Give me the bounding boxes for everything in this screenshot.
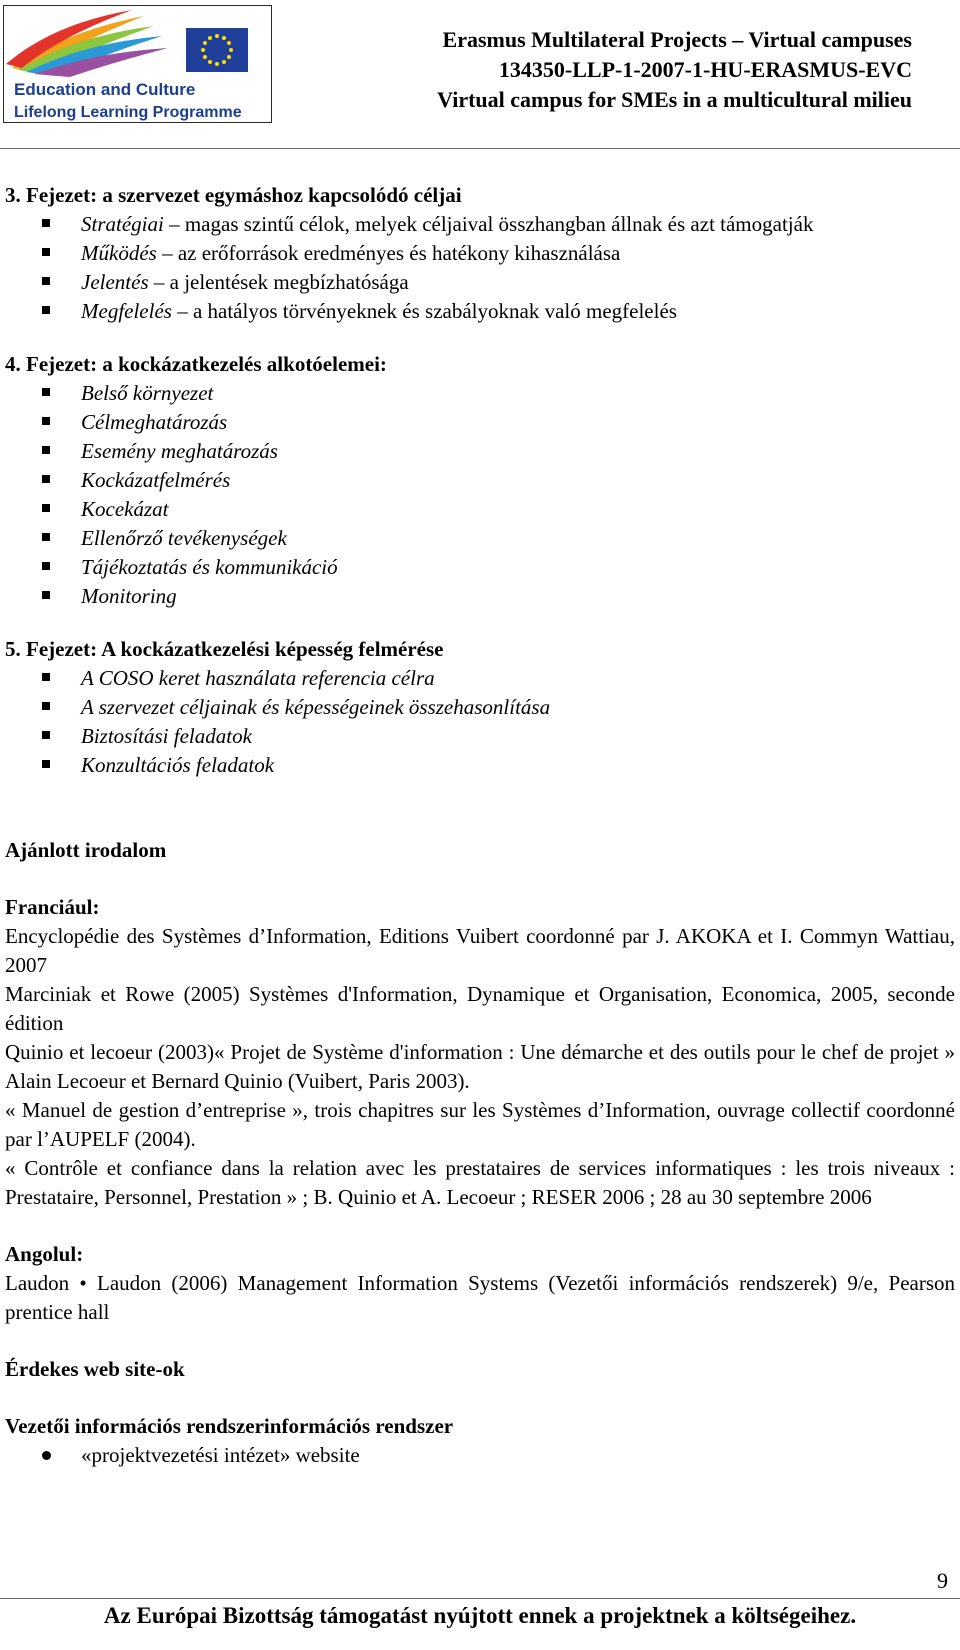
page-content	[5, 181, 955, 1470]
reference: « Contrôle et confiance dans la relation avec les prestataires de services informatiques : les trois niveaux : Prestataire, Personnel, Prestation » ; B. Quinio et A. Lecoeur ; RESER 2006 ; 28 au 30 septembre 2006	[5, 1156, 955, 1209]
french-heading: Franciául:	[5, 895, 100, 919]
list-item	[5, 268, 955, 297]
list-item	[5, 582, 955, 611]
reference: « Manuel de gestion d’entreprise », trois chapitres sur les Systèmes d’Information, ouvrage collectif coordonné par l’AUPELF (2004).	[5, 1098, 955, 1151]
square-bullet-icon	[42, 673, 50, 681]
list-item	[5, 210, 955, 239]
header-divider	[0, 148, 960, 149]
reference: Encyclopédie des Systèmes d’Information, Editions Vuibert coordonné par J. AKOKA et I. Commyn Wattiau, 2007	[5, 924, 955, 977]
list-item	[5, 751, 955, 780]
list-item	[5, 297, 955, 326]
logo-line-2: Lifelong Learning Programme	[14, 104, 242, 121]
chapter-5-list	[5, 664, 955, 780]
square-bullet-icon	[42, 591, 50, 599]
item-term: Jelentés	[81, 270, 149, 294]
list-item	[5, 664, 955, 693]
web-list	[5, 1441, 955, 1470]
english-heading: Angolul:	[5, 1242, 84, 1266]
item-text: – a hatályos törvényeknek és szabályoknak való megfelelés	[171, 299, 677, 323]
square-bullet-icon	[42, 533, 50, 541]
square-bullet-icon	[42, 417, 50, 425]
item-text: – a jelentések megbízhatósága	[148, 270, 409, 294]
reference: Laudon • Laudon (2006) Management Information Systems (Vezetői információs rendszerek) 9/e, Pearson prentice hall	[5, 1271, 955, 1324]
chapter-5-heading: 5. Fejezet: A kockázatkezelési képesség felmérése	[5, 637, 444, 661]
item-text: Konzultációs feladatok	[81, 753, 275, 777]
item-text: Kocekázat	[81, 497, 169, 521]
square-bullet-icon	[42, 219, 50, 227]
square-bullet-icon	[42, 306, 50, 314]
item-text: Tájékoztatás és kommunikáció	[81, 555, 338, 579]
item-text: Belső környezet	[81, 381, 214, 405]
item-term: Stratégiai	[81, 212, 164, 236]
square-bullet-icon	[42, 248, 50, 256]
square-bullet-icon	[42, 702, 50, 710]
square-bullet-icon	[42, 446, 50, 454]
list-item	[5, 553, 955, 582]
item-text: Kockázatfelmérés	[81, 468, 231, 492]
list-item	[5, 524, 955, 553]
item-text: Biztosítási feladatok	[81, 724, 252, 748]
square-bullet-icon	[42, 562, 50, 570]
item-term: Működés	[81, 241, 157, 265]
item-text: A szervezet céljainak és képességeinek összehasonlítása	[81, 695, 551, 719]
mis-heading: Vezetői információs rendszerinformációs rendszer	[5, 1414, 454, 1438]
square-bullet-icon	[42, 277, 50, 285]
list-item	[5, 239, 955, 268]
item-text: Esemény meghatározás	[81, 439, 278, 463]
chapter-3-list	[5, 210, 955, 326]
footer-text: Az Európai Bizottság támogatást nyújtott ennek a projektnek a költségeihez.	[103, 1603, 857, 1628]
swoosh-logo-icon	[4, 6, 184, 78]
list-item	[5, 495, 955, 524]
eu-flag-icon	[186, 28, 248, 72]
literature-heading: Ajánlott irodalom	[5, 838, 167, 862]
web-sites-heading: Érdekes web site-ok	[5, 1357, 185, 1381]
page-number: 9	[937, 1568, 948, 1593]
header-title-2: 134350-LLP-1-2007-1-HU-ERASMUS-EVC	[498, 57, 912, 82]
chapter-3-heading: 3. Fejezet: a szervezet egymáshoz kapcsolódó céljai	[5, 183, 462, 207]
header-title-3: Virtual campus for SMEs in a multicultural milieu	[437, 87, 912, 112]
eu-programme-logo	[3, 5, 272, 123]
item-text: A COSO keret használata referencia célra	[81, 666, 435, 690]
list-item	[5, 1441, 955, 1470]
reference: Marciniak et Rowe (2005) Systèmes d'Information, Dynamique et Organisation, Economica, 2005, seconde édition	[5, 982, 955, 1035]
chapter-4-heading: 4. Fejezet: a kockázatkezelés alkotóelemei:	[5, 352, 387, 376]
item-text: Ellenőrző tevékenységek	[81, 526, 287, 550]
list-item	[5, 437, 955, 466]
square-bullet-icon	[42, 504, 50, 512]
item-term: Megfelelés	[81, 299, 172, 323]
round-bullet-icon	[42, 1451, 51, 1460]
header-title-1: Erasmus Multilateral Projects – Virtual campuses	[442, 27, 912, 52]
page-header	[0, 0, 960, 152]
item-text: Célmeghatározás	[81, 410, 228, 434]
item-text: Monitoring	[81, 584, 177, 608]
list-item	[5, 693, 955, 722]
square-bullet-icon	[42, 760, 50, 768]
item-text: – magas szintű célok, melyek céljaival összhangban állnak és azt támogatják	[163, 212, 814, 236]
square-bullet-icon	[42, 731, 50, 739]
reference: Quinio et lecoeur (2003)« Projet de Système d'information : Une démarche et des outils pour le chef de projet » Alain Lecoeur et Bernard Quinio (Vuibert, Paris 2003).	[5, 1040, 955, 1093]
item-text: «projektvezetési intézet» website	[81, 1443, 360, 1467]
square-bullet-icon	[42, 475, 50, 483]
logo-line-1: Education and Culture	[14, 80, 196, 99]
list-item	[5, 466, 955, 495]
chapter-4-list	[5, 379, 955, 611]
list-item	[5, 408, 955, 437]
footer-divider	[0, 1598, 960, 1599]
list-item	[5, 722, 955, 751]
list-item	[5, 379, 955, 408]
square-bullet-icon	[42, 388, 50, 396]
item-text: – az erőforrások eredményes és hatékony kihasználása	[156, 241, 621, 265]
